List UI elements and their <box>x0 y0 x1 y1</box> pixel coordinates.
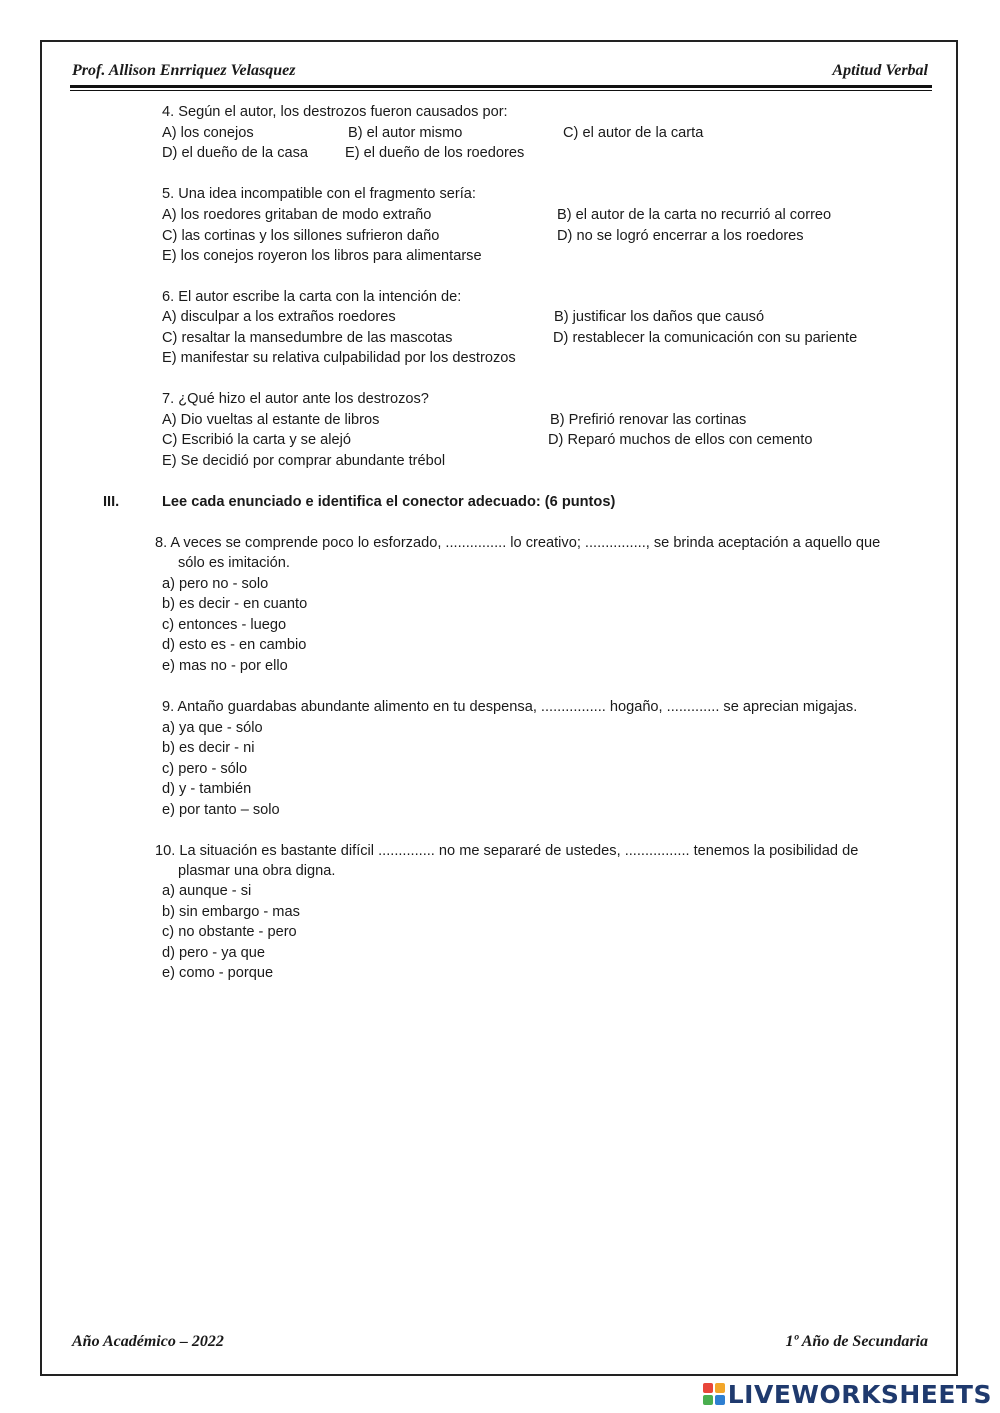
q5-option-e: E) los conejos royeron los libros para alimentarse <box>162 248 482 264</box>
q10-option-a: a) aunque - si <box>162 883 252 899</box>
q10-option-b: b) sin embargo - mas <box>162 904 300 920</box>
q8-option-d: d) esto es - en cambio <box>162 637 307 653</box>
section-numeral: III. <box>103 494 120 510</box>
q4-option-d: D) el dueño de la casa <box>162 145 309 161</box>
q6-option-a: A) disculpar a los extraños roedores <box>162 309 396 325</box>
q8-stem: 8. A veces se comprende poco lo esforzado, ............... lo creativo; ..............., se brinda aceptación a aquello que <box>155 535 881 551</box>
q5-option-c: C) las cortinas y los sillones sufrieron daño <box>162 228 440 244</box>
q6-option-b: B) justificar los daños que causó <box>554 309 765 325</box>
q9-option-e: e) por tanto – solo <box>162 802 280 818</box>
q4-option-c: C) el autor de la carta <box>563 125 704 141</box>
q8-option-b: b) es decir - en cuanto <box>162 596 308 612</box>
q9-option-c: c) pero - sólo <box>162 761 248 777</box>
q6-option-c: C) resaltar la mansedumbre de las mascotas <box>162 330 453 346</box>
teacher-name: Prof. Allison Enrriquez Velasquez <box>72 62 296 79</box>
q7-option-a: A) Dio vueltas al estante de libros <box>162 412 380 428</box>
q5-option-b: B) el autor de la carta no recurrió al correo <box>557 207 832 223</box>
q6-option-e: E) manifestar su relativa culpabilidad por los destrozos <box>162 350 516 366</box>
q10-option-c: c) no obstante - pero <box>162 924 297 940</box>
q8-option-a: a) pero no - solo <box>162 576 269 592</box>
q4-option-a: A) los conejos <box>162 125 254 141</box>
q7-option-b: B) Prefirió renovar las cortinas <box>550 412 747 428</box>
q7-option-e: E) Se decidió por comprar abundante trébol <box>162 453 446 469</box>
q5-option-d: D) no se logró encerrar a los roedores <box>557 228 804 244</box>
q5-option-a: A) los roedores gritaban de modo extraño <box>162 207 432 223</box>
q10-stem-continued: plasmar una obra digna. <box>178 863 336 879</box>
q8-stem-continued: sólo es imitación. <box>178 555 290 571</box>
q9-stem: 9. Antaño guardabas abundante alimento en tu despensa, ................ hogaño, ............. se aprecian migajas. <box>162 699 858 715</box>
q8-option-e: e) mas no - por ello <box>162 658 288 674</box>
q8-option-c: c) entonces - luego <box>162 617 287 633</box>
academic-year: Año Académico – 2022 <box>72 1333 224 1350</box>
section-title: Lee cada enunciado e identifica el conector adecuado: (6 puntos) <box>162 494 616 510</box>
q7-option-c: C) Escribió la carta y se alejó <box>162 432 351 448</box>
q10-option-d: d) pero - ya que <box>162 945 266 961</box>
q6-option-d: D) restablecer la comunicación con su pariente <box>553 330 858 346</box>
q10-option-e: e) como - porque <box>162 965 274 981</box>
grade-level: 1º Año de Secundaria <box>785 1333 928 1350</box>
liveworksheets-logo <box>703 1380 992 1408</box>
liveworksheets-logo-icon <box>703 1383 725 1405</box>
q9-option-a: a) ya que - sólo <box>162 720 263 736</box>
subject-title: Aptitud Verbal <box>832 62 928 79</box>
header-rule-thin <box>70 90 932 91</box>
q4-stem: 4. Según el autor, los destrozos fueron causados por: <box>162 104 508 120</box>
q6-stem: 6. El autor escribe la carta con la intención de: <box>162 289 462 305</box>
q5-stem: 5. Una idea incompatible con el fragmento sería: <box>162 186 476 202</box>
q4-option-b: B) el autor mismo <box>348 125 463 141</box>
q9-option-b: b) es decir - ni <box>162 740 255 756</box>
q10-stem: 10. La situación es bastante difícil .............. no me separaré de ustedes, ................ tenemos la posibilidad de <box>155 843 859 859</box>
q7-stem: 7. ¿Qué hizo el autor ante los destrozos? <box>162 391 429 407</box>
q7-option-d: D) Reparó muchos de ellos con cemento <box>548 432 813 448</box>
liveworksheets-wordmark: LIVEWORKSHEETS <box>727 1379 992 1409</box>
header-rule-thick <box>70 85 932 88</box>
q4-option-e: E) el dueño de los roedores <box>345 145 525 161</box>
q9-option-d: d) y - también <box>162 781 252 797</box>
